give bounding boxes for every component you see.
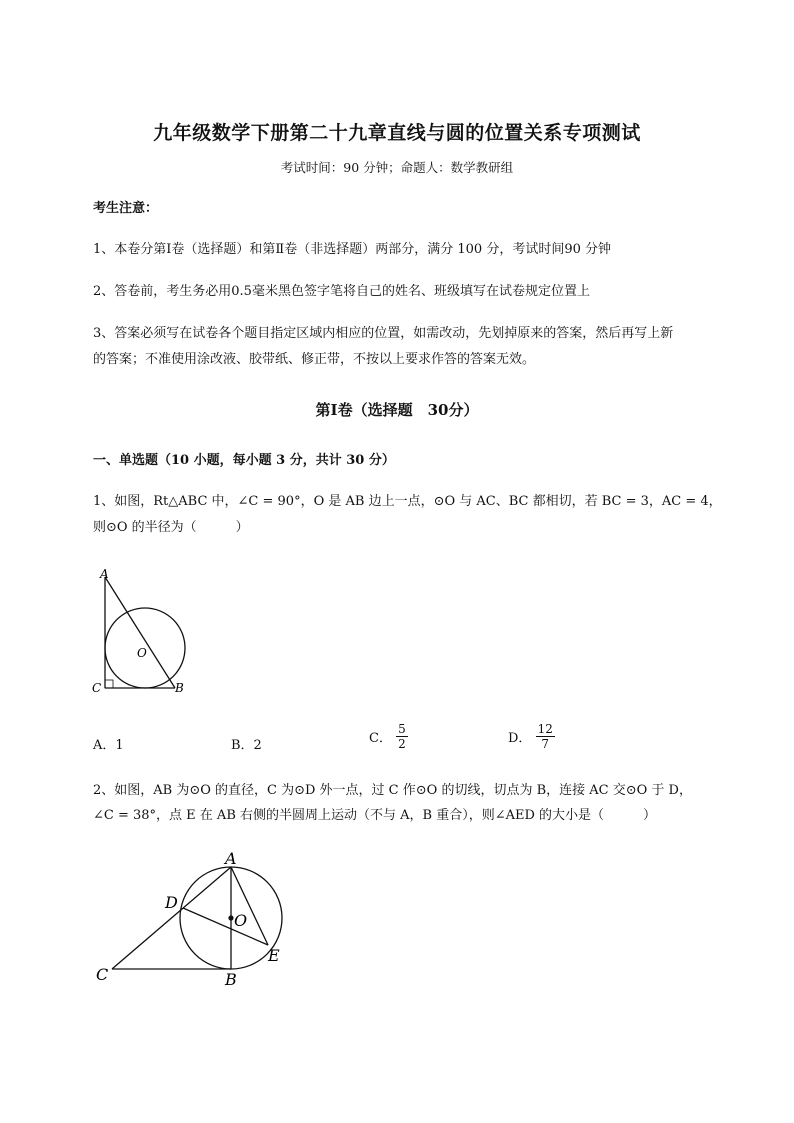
q2-center-dot <box>228 915 233 920</box>
q1-label-c: C <box>92 681 102 695</box>
q1-option-c[interactable] <box>369 722 408 751</box>
q2-label-d: D <box>165 893 178 912</box>
q2-label-c: C <box>96 965 109 984</box>
section-title: 第Ⅰ卷（选择题 30分） <box>315 401 479 419</box>
q1-option-b[interactable]: B．2 <box>231 738 262 753</box>
q2-stem-line1: 2、如图，AB 为⊙O 的直径，C 为⊙D 外一点，过 C 作⊙O 的切线，切点为 B，连接 AC 交⊙O 于 D， <box>93 783 692 798</box>
page-title: 九年级数学下册第二十九章直线与圆的位置关系专项测试 <box>153 122 641 144</box>
q2-stem-line2: ∠C = 38°，点 E 在 AB 右侧的半圆周上运动（不与 A，B 重合），则∠AED 的大小是（ ） <box>93 808 657 823</box>
q1-option-c-denominator: 2 <box>398 737 406 751</box>
q2-line-ae <box>231 867 268 945</box>
q1-label-b: B <box>175 681 184 695</box>
part-title: 一、单选题（10 小题，每小题 3 分，共计 30 分） <box>93 453 395 468</box>
q1-option-c-fraction <box>396 722 408 751</box>
q2-label-a: A <box>225 849 237 868</box>
q2-line-ca <box>112 867 231 969</box>
q2-label-o: O <box>234 911 248 930</box>
q1-side-ab <box>105 577 175 688</box>
notice-item-2: 2、答卷前，考生务必用0.5毫米黑色签字笔将自己的姓名、班级填写在试卷规定位置上 <box>93 284 590 299</box>
q1-option-d[interactable] <box>508 722 555 751</box>
q1-stem-line2: 则⊙O 的半径为（ ） <box>93 520 249 535</box>
q1-right-angle-mark <box>105 680 113 688</box>
notice-item-3: 3、答案必须写在试卷各个题目指定区域内相应的位置，如需改动，先划掉原来的答案，然后再写上新 <box>93 326 674 341</box>
q2-figure <box>90 845 300 990</box>
q2-label-e: E <box>268 946 280 965</box>
q2-line-de <box>183 908 268 945</box>
notice-item-3-cont: 的答案；不准使用涂改液、胶带纸、修正带，不按以上要求作答的答案无效。 <box>93 352 536 367</box>
q1-option-d-fraction <box>536 722 555 751</box>
q1-option-c-letter: C． <box>369 731 392 746</box>
q1-stem-line1: 1、如图，Rt△ABC 中，∠C = 90°，O 是 AB 边上一点，⊙O 与 AC、BC 都相切，若 BC = 3，AC = 4， <box>93 494 722 509</box>
notice-heading: 考生注意： <box>93 201 159 216</box>
notice-item-1: 1、本卷分第Ⅰ卷（选择题）和第Ⅱ卷（非选择题）两部分，满分 100 分，考试时间90 分钟 <box>93 242 611 257</box>
q2-label-b: B <box>225 970 237 989</box>
q1-option-d-letter: D． <box>508 731 532 746</box>
q1-option-c-numerator: 5 <box>398 722 406 736</box>
q1-label-a: A <box>100 567 109 581</box>
exam-info: 考试时间：90 分钟；命题人：数学教研组 <box>280 160 514 175</box>
q1-option-a[interactable]: A．1 <box>93 738 124 753</box>
q1-option-d-numerator: 12 <box>537 722 553 736</box>
q1-label-o: O <box>137 646 147 660</box>
q1-option-d-denominator: 7 <box>541 737 550 751</box>
q1-figure <box>85 560 205 700</box>
